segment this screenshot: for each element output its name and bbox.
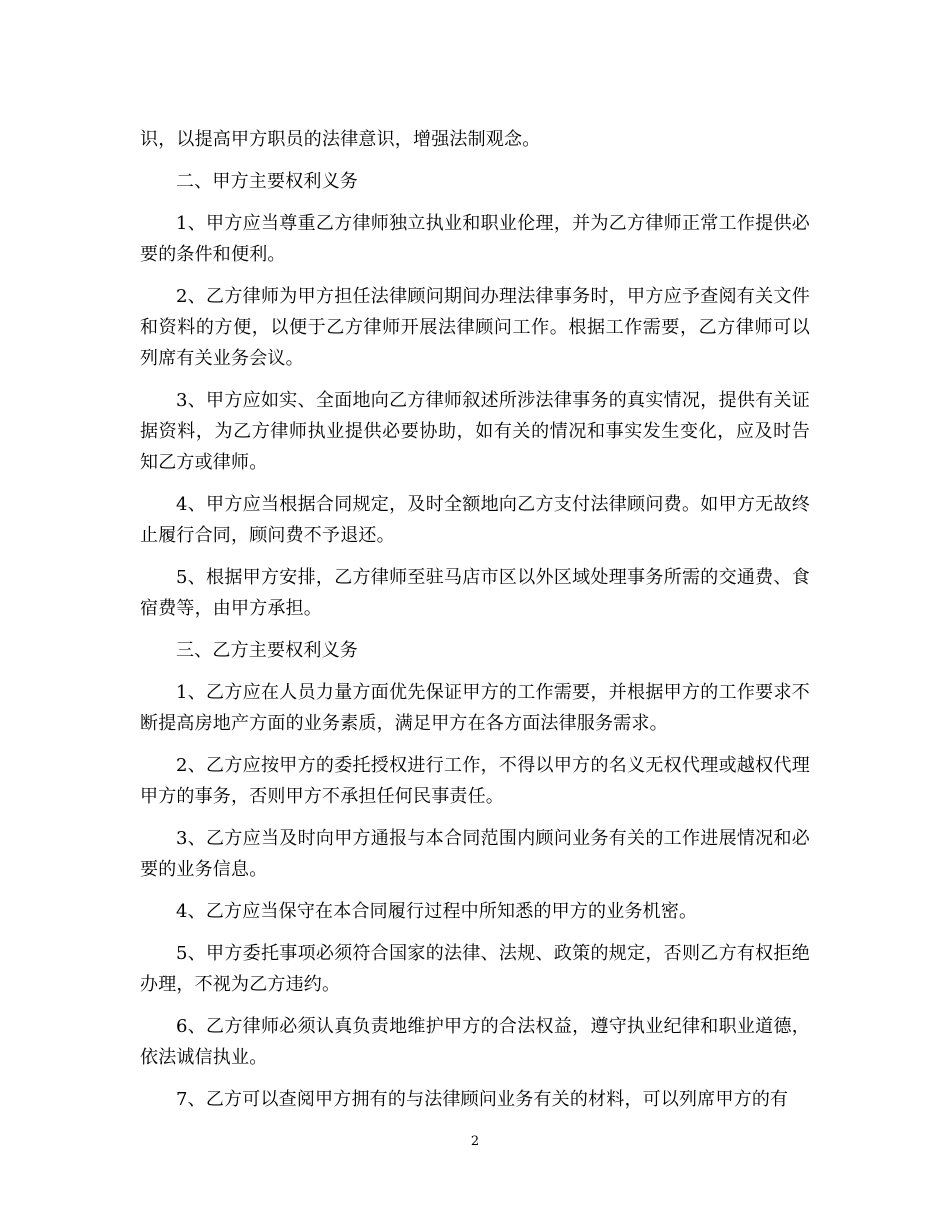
paragraph: 4、乙方应当保守在本合同履行过程中所知悉的甲方的业务机密。 [176, 901, 698, 922]
page-number: 2 [470, 1134, 480, 1149]
section-heading: 二、甲方主要权利义务 [176, 171, 358, 192]
paragraph: 3、乙方应当及时向甲方通报与本合同范围内顾问业务有关的工作进展情况和必要的业务信息。 [140, 828, 810, 880]
paragraph: 1、甲方应当尊重乙方律师独立执业和职业伦理，并为乙方律师正常工作提供必要的条件和便利。 [140, 213, 810, 265]
paragraph: 5、甲方委托事项必须符合国家的法律、法规、政策的规定，否则乙方有权拒绝办理，不视为乙方违约。 [140, 943, 810, 995]
paragraph: 识，以提高甲方职员的法律意识，增强法制观念。 [140, 129, 541, 150]
paragraph: 2、乙方律师为甲方担任法律顾问期间办理法律事务时，甲方应予查阅有关文件和资料的方便，以便于乙方律师开展法律顾问工作。根据工作需要，乙方律师可以列席有关业务会议。 [140, 286, 810, 369]
paragraph: 4、甲方应当根据合同规定，及时全额地向乙方支付法律顾问费。如甲方无故终止履行合同，顾问费不予退还。 [140, 494, 810, 546]
paragraph: 7、乙方可以查阅甲方拥有的与法律顾问业务有关的材料，可以列席甲方的有 [176, 1089, 789, 1110]
section-heading: 三、乙方主要权利义务 [176, 640, 358, 661]
document-body [140, 124, 810, 1126]
paragraph: 3、甲方应如实、全面地向乙方律师叙述所涉法律事务的真实情况，提供有关证据资料，为乙方律师执业提供必要协助，如有关的情况和事实发生变化，应及时告知乙方或律师。 [140, 390, 810, 473]
paragraph: 2、乙方应按甲方的委托授权进行工作，不得以甲方的名义无权代理或越权代理甲方的事务，否则甲方不承担任何民事责任。 [140, 755, 810, 807]
paragraph: 6、乙方律师必须认真负责地维护甲方的合法权益，遵守执业纪律和职业道德，依法诚信执业。 [140, 1016, 810, 1068]
paragraph: 1、乙方应在人员力量方面优先保证甲方的工作需要，并根据甲方的工作要求不断提高房地产方面的业务素质，满足甲方在各方面法律服务需求。 [140, 682, 810, 734]
paragraph: 5、根据甲方安排，乙方律师至驻马店市区以外区域处理事务所需的交通费、食宿费等，由甲方承担。 [140, 567, 810, 619]
